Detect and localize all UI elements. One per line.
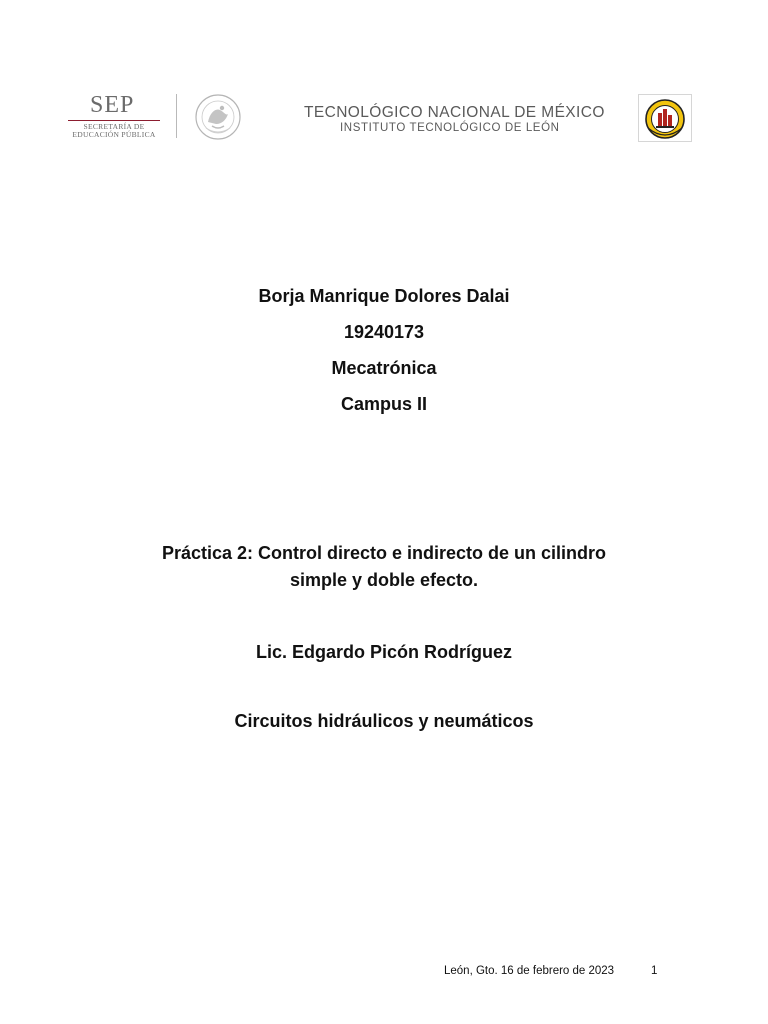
career-name: Mecatrónica bbox=[331, 358, 437, 378]
sep-logo-subtitle bbox=[68, 123, 160, 139]
teacher-name: Lic. Edgardo Picón Rodríguez bbox=[255, 642, 513, 662]
document-header bbox=[0, 0, 768, 160]
sep-logo-rule bbox=[68, 120, 160, 121]
student-id: 19240173 bbox=[343, 322, 425, 342]
itl-logo-icon bbox=[638, 94, 692, 142]
subject-name: Circuitos hidráulicos y neumáticos bbox=[234, 711, 534, 731]
page-number: 1 bbox=[651, 965, 658, 977]
practice-title-line2: simple y doble efecto. bbox=[289, 570, 479, 590]
institution-title: TECNOLÓGICO NACIONAL DE MÉXICO bbox=[304, 104, 605, 121]
logo-divider bbox=[176, 94, 177, 138]
sep-logo-word: SEP bbox=[90, 92, 135, 118]
sep-logo-subtitle-line2: EDUCACIÓN PÚBLICA bbox=[72, 130, 156, 139]
sep-logo-subtitle-line1: SECRETARÍA DE bbox=[83, 122, 145, 131]
student-name: Borja Manrique Dolores Dalai bbox=[258, 286, 510, 306]
practice-title-line1: Práctica 2: Control directo e indirecto de un cilindro bbox=[161, 543, 607, 563]
institution-subtitle: INSTITUTO TECNOLÓGICO DE LEÓN bbox=[340, 122, 560, 134]
place-date: León, Gto. 16 de febrero de 2023 bbox=[444, 965, 615, 977]
sep-logo bbox=[68, 92, 164, 140]
national-seal-icon bbox=[186, 92, 250, 142]
campus-name: Campus II bbox=[340, 394, 428, 414]
